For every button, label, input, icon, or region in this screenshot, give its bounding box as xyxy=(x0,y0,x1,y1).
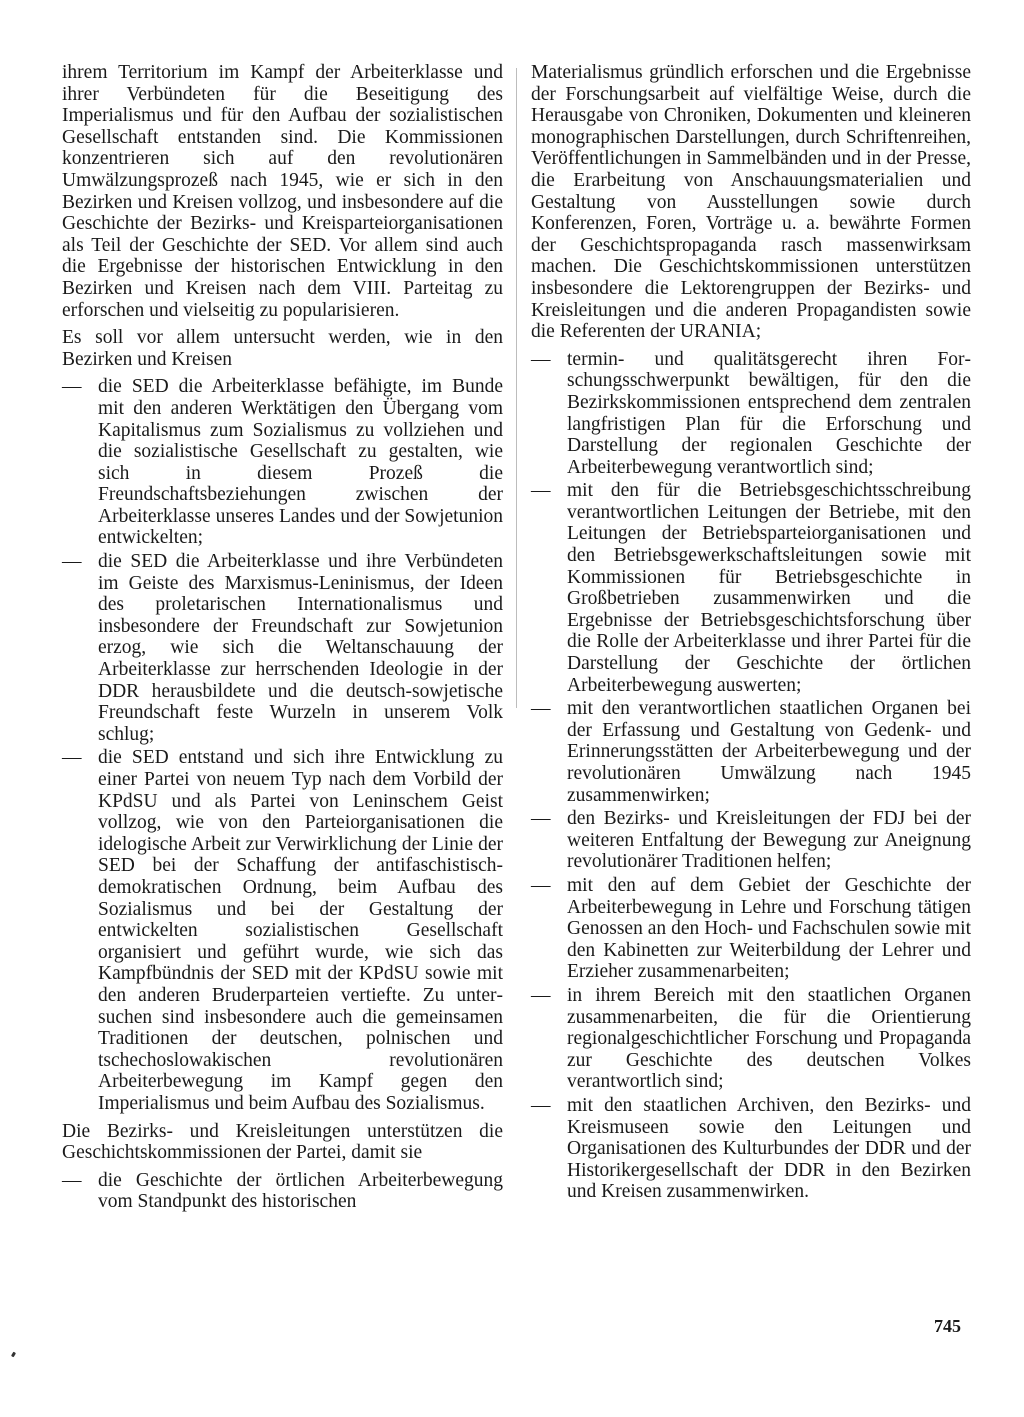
list-item: — den Bezirks- und Kreisleitungen der FDJ bei der weiteren Entfaltung der Bewegung zur Aneignung revolutionärer Traditionen helfen; xyxy=(531,808,971,873)
list-item: — mit den für die Betriebsgeschichtsschreibung verantwortlichen Leitungen der Betriebe, mit den Leitungen der Betriebsparteiorganisationen und den Betriebsgewerkschaftsleitungen sowie mit Kommissionen für Betriebsgeschichte in Großbetrieben zusammenwirken und die Ergebnisse der Betriebsgeschichtsforschung über die Rolle der Arbeiterklasse und ihrer Partei für die Darstellung der Geschichte der örtlichen Arbeiterbewegung auswerten; xyxy=(531,480,971,696)
list-item: — die Geschichte der örtlichen Arbeiterbewegung vom Standpunkt des historischen xyxy=(62,1170,503,1213)
page-number: 745 xyxy=(934,1316,961,1336)
list-item: — mit den auf dem Gebiet der Geschichte der Arbeiterbewegung in Lehre und Forschung tätigen Genossen an den Hoch- und Fachschulen sowie mit den Kabinetten zur Weiterbildung der Lehrer und Erzieher zusammenarbeiten; xyxy=(531,875,971,983)
list-item: — termin- und qualitätsgerecht ihren Forschungsschwerpunkt bewältigen, für den die Bezirkskommissionen entsprechend dem zentralen langfristigen Plan für die Erforschung und Darstellung der regionalen Geschichte der Arbeiterbewegung verantwortlich sind; xyxy=(531,349,971,479)
list-item: — die SED entstand und sich ihre Entwicklung zu einer Partei von neuem Typ nach dem Vorbild der KPdSU und als Partei von Leninschem Geist vollzog, wie von den Parteiorganisationen die idelogische Arbeit zur Verwirklichung der Linie der SED bei der Schaffung der antifaschistisch-demokratischen Ordnung, beim Aufbau des Sozialismus und bei der Gestaltung der entwickelten sozialistischen Gesellschaft organisiert und geführt wurde, wie sich das Kampfbündnis der SED mit der KPdSU sowie mit den anderen Bruderparteien vertiefte. Zu untersuchen sind insbesondere auch die gemeinsamen Traditionen der deutschen, polnischen und tschechoslowakischen revolutionären Arbeiterbewegung im Kampf gegen den Imperialismus und beim Aufbau des Sozialismus. xyxy=(62,747,503,1114)
dash-list xyxy=(531,349,971,1203)
list-item: — die SED die Arbeiterklasse befähigte, im Bunde mit den anderen Werktätigen den Übergang vom Kapitalismus zum Sozialismus zu vollziehen und die sozialistische Gesellschaft zu gestalten, wie sich in diesem Prozeß die Freundschaftsbeziehungen zwischen der Arbeiterklasse unseres Landes und der Sowjetunion entwickelten; xyxy=(62,376,503,549)
list-item: — mit den staatlichen Archiven, den Bezirks- und Kreismuseen sowie den Leitungen und Organisationen des Kulturbundes der DDR und der Historikergesellschaft der DDR in den Bezirken und Kreisen zusammenwirken. xyxy=(531,1095,971,1203)
paragraph: ihrem Territorium im Kampf der Arbeiterklasse und ihrer Verbündeten für die Beseitigung des Imperialismus und für den Aufbau der sozialistischen Gesellschaft entstanden sind. Die Kommissionen konzentrieren sich auf den revolutionären Umwälzungsprozeß nach 1945, wie er sich in den Bezirken und Kreisen vollzog, und insbesondere auf die Geschichte der Bezirks- und Kreisparteiorganisationen als Teil der Geschichte der SED. Vor allem sind auch die Ergebnisse der historischen Entwicklung in den Bezirken und Kreisen nach dem VIII. Parteitag zu erforschen und vielseitig zu popularisieren. xyxy=(62,62,503,321)
left-column xyxy=(62,62,503,1219)
dash-list xyxy=(62,1170,503,1213)
paragraph: Es soll vor allem untersucht werden, wie in den Bezirken und Kreisen xyxy=(62,327,503,370)
right-column xyxy=(531,62,971,1209)
scan-speck xyxy=(11,1352,16,1358)
dash-list xyxy=(62,376,503,1114)
list-item: — die SED die Arbeiterklasse und ihre Verbündeten im Geiste des Marxismus-Leninismus, der Ideen des proletarischen Internationalismus und insbesondere der Freundschaft zur Sowjetunion erzog, wie sich die Weltanschauung der Arbeiterklasse zur herrschenden Ideologie in der DDR herausbildete und die deutsch-sowjetische Freundschaft feste Wurzeln in unserem Volk schlug; xyxy=(62,551,503,745)
list-item: — in ihrem Bereich mit den staatlichen Organen zusammenarbeiten, die für die Orientierung regionalgeschichtlicher Forschung und Propaganda zur Geschichte des deutschen Volkes verantwortlich sind; xyxy=(531,985,971,1093)
list-item: — mit den verantwortlichen staatlichen Organen bei der Erfassung und Gestaltung von Gedenk- und Erinnerungsstätten der Arbeiterbewegung und der revolutionären Umwälzung nach 1945 zusammenwirken; xyxy=(531,698,971,806)
paragraph-continuation: Materialismus gründlich erforschen und die Ergebnisse der Forschungsarbeit auf vielfältige Weise, durch die Herausgabe von Chroniken, Dokumenten und kleineren monographischen Darstellungen, durch Schriftenreihen, Veröffentlichungen in Sammelbänden und in der Presse, die Erarbeitung von Anschauungsmaterialien und Gestaltung von Ausstellungen sowie durch Konferenzen, Foren, Vorträge u. a. bewährte Formen der Geschichtspropaganda rasch massenwirksam machen. Die Geschichtskommissionen unterstützen insbesondere die Lektorengruppen der Bezirks- und Kreisleitungen und die anderen Propagandisten sowie die Referenten der URANIA; xyxy=(531,62,971,343)
column-divider xyxy=(516,68,517,708)
paragraph: Die Bezirks- und Kreisleitungen unterstützen die Geschichtskommissionen der Partei, damit sie xyxy=(62,1120,503,1164)
